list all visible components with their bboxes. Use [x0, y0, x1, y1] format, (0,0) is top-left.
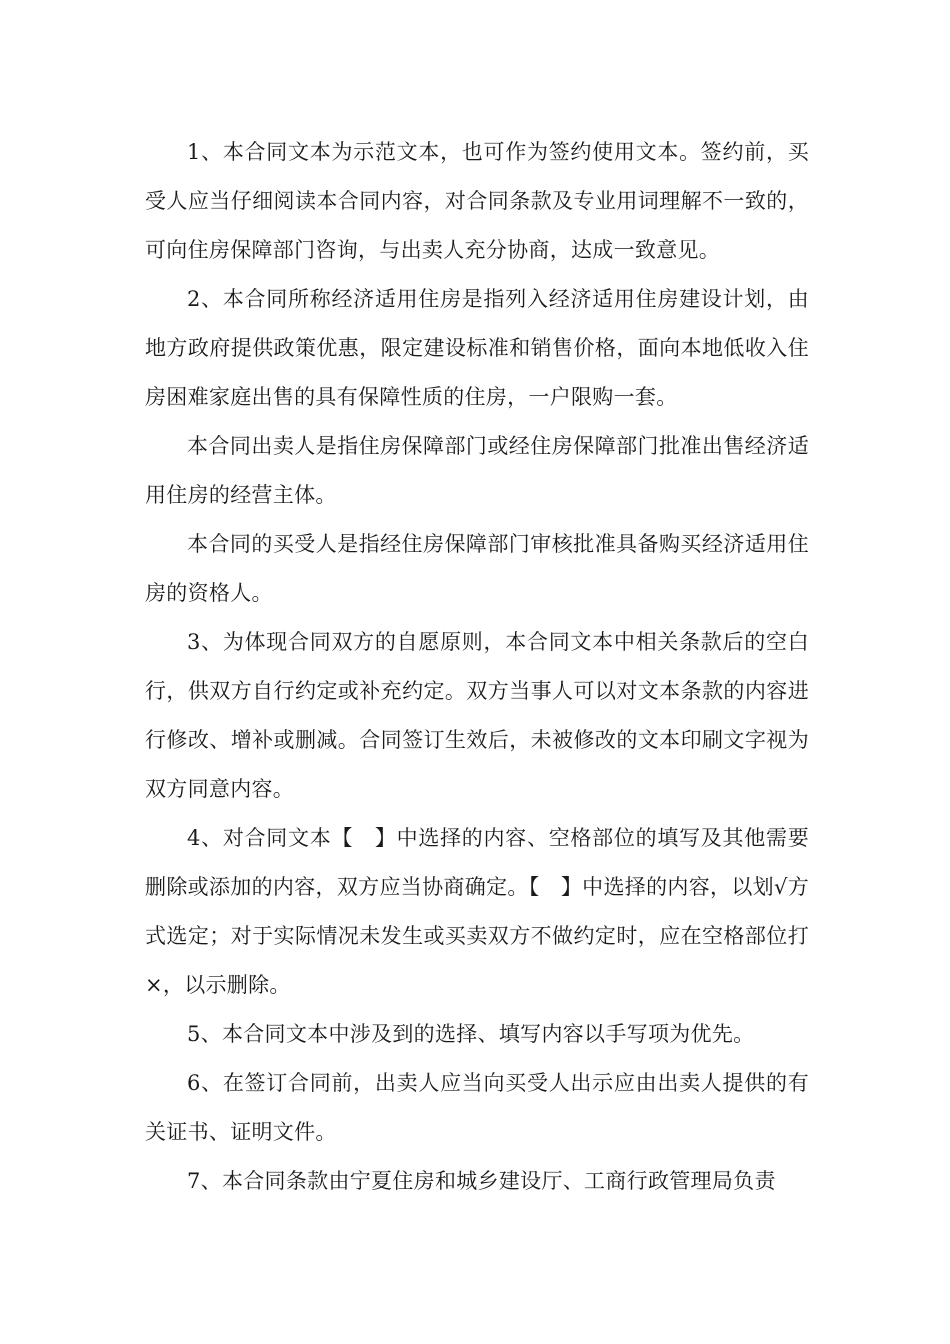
paragraph-5: 5、本合同文本中涉及到的选择、填写内容以手写项为优先。: [187, 1022, 755, 1046]
paragraph-4: 4、对合同文本【 】中选择的内容、空格部位的填写及其他需要删除或添加的内容，双方应当协商确定。【 】中选择的内容，以划√方式选定；对于实际情况未发生或买卖双方不做约定时，应在空格部位打×，以示删除。: [145, 826, 809, 997]
document-body: [145, 128, 809, 1206]
paragraph-3: 3、为体现合同双方的自愿原则，本合同文本中相关条款后的空白行，供双方自行约定或补充约定。双方当事人可以对文本条款的内容进行修改、增补或删减。合同签订生效后，未被修改的文本印刷文字视为双方同意内容。: [145, 630, 809, 801]
paragraph-buyer-definition: 本合同的买受人是指经住房保障部门审核批准具备购买经济适用住房的资格人。: [145, 532, 809, 605]
paragraph-1: 1、本合同文本为示范文本，也可作为签约使用文本。签约前，买受人应当仔细阅读本合同内容，对合同条款及专业用词理解不一致的，可向住房保障部门咨询，与出卖人充分协商，达成一致意见。: [145, 140, 809, 262]
paragraph-2: 2、本合同所称经济适用住房是指列入经济适用住房建设计划，由地方政府提供政策优惠，限定建设标准和销售价格，面向本地低收入住房困难家庭出售的具有保障性质的住房，一户限购一套。: [145, 287, 809, 409]
paragraph-seller-definition: 本合同出卖人是指住房保障部门或经住房保障部门批准出售经济适用住房的经营主体。: [145, 434, 809, 507]
paragraph-6: 6、在签订合同前，出卖人应当向买受人出示应由出卖人提供的有关证书、证明文件。: [145, 1071, 809, 1144]
paragraph-7: 7、本合同条款由宁夏住房和城乡建设厅、工商行政管理局负责: [187, 1169, 776, 1193]
